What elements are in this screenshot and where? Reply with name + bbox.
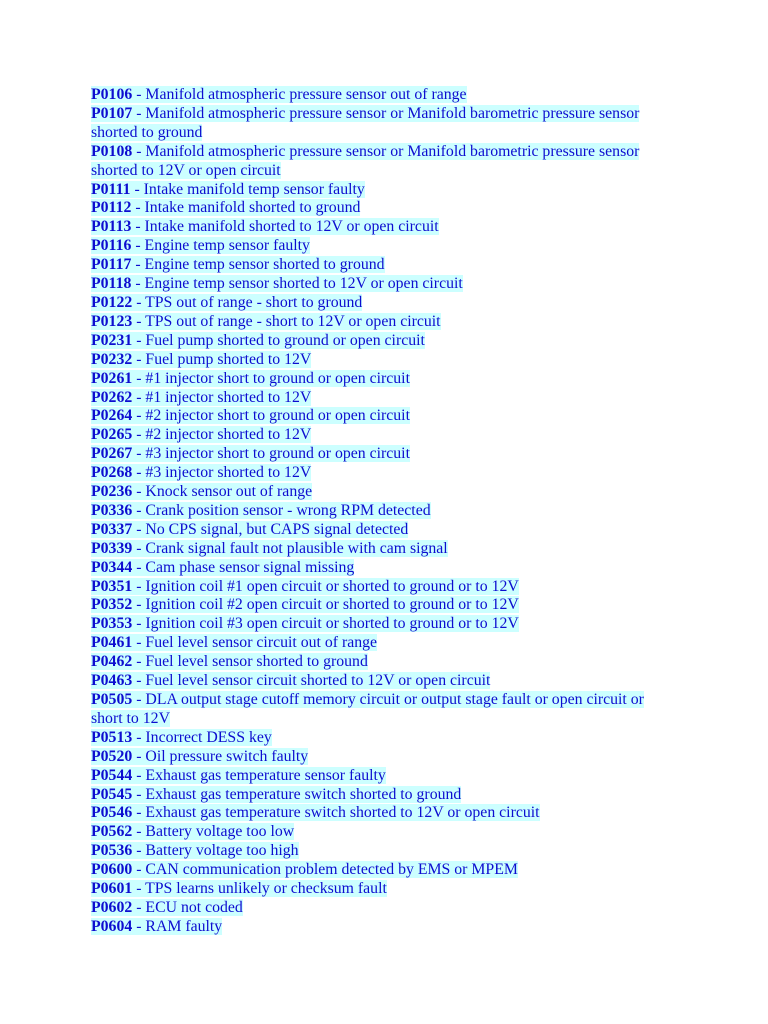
fault-code-entry [91,899,651,918]
fault-code: P0337 [91,520,133,538]
fault-code-entry [91,767,651,786]
fault-code: P0231 [91,331,133,349]
fault-code-entry [91,294,651,313]
fault-code: P0261 [91,369,133,387]
separator: - [132,558,146,576]
fault-description: Exhaust gas temperature switch shorted to ground [145,785,462,803]
entry-highlight [91,181,365,198]
entry-highlight [91,275,463,292]
entry-highlight [91,237,310,254]
fault-description: Fuel level sensor circuit shorted to 12V or open circuit [145,672,491,690]
fault-description: Battery voltage too low [145,823,295,841]
fault-code-entry [91,143,651,181]
fault-code-entry [91,748,651,767]
fault-code: P0117 [91,256,132,274]
fault-description: Cam phase sensor signal missing [145,558,355,576]
fault-code-entry [91,861,651,880]
separator: - [132,577,146,595]
fault-code-entry [91,672,651,691]
fault-description: Intake manifold shorted to 12V or open circuit [144,218,439,236]
fault-code: P0122 [91,293,133,311]
fault-description: Knock sensor out of range [145,483,313,501]
entry-highlight [91,804,540,821]
fault-description: Fuel pump shorted to 12V [145,350,312,368]
fault-code: P0604 [91,917,133,935]
fault-code-entry [91,105,651,143]
entry-highlight [91,672,490,689]
fault-description: Fuel level sensor circuit out of range [145,634,378,652]
fault-code-entry [91,445,651,464]
fault-code: P0536 [91,842,133,860]
fault-code-entry [91,559,651,578]
fault-description: #2 injector short to ground or open circuit [145,407,410,425]
entry-highlight [91,502,431,519]
fault-description: Incorrect DESS key [145,728,272,746]
entry-highlight [91,653,368,670]
entry-highlight [91,521,408,538]
fault-code: P0236 [91,483,133,501]
fault-description: CAN communication problem detected by EMS or MPEM [145,861,518,879]
entry-highlight [91,880,387,897]
fault-description: #1 injector short to ground or open circuit [145,369,410,387]
separator: - [132,880,146,898]
separator: - [131,218,145,236]
fault-description: Ignition coil #2 open circuit or shorted to ground or to 12V [145,596,519,614]
fault-code: P0262 [91,388,133,406]
fault-description: Manifold atmospheric pressure sensor out of range [145,86,467,103]
entry-highlight [91,464,311,481]
fault-code: P0562 [91,823,133,841]
separator: - [132,407,146,425]
separator: - [131,199,145,217]
fault-code: P0106 [91,86,133,103]
fault-code: P0600 [91,861,133,879]
separator: - [132,483,146,501]
separator: - [132,312,146,330]
separator: - [132,861,146,879]
fault-description: Oil pressure switch faulty [145,747,309,765]
entry-highlight [91,332,425,349]
fault-code: P0546 [91,804,133,822]
separator: - [132,331,146,349]
fault-code: P0232 [91,350,133,368]
fault-code-entry [91,426,651,445]
fault-code-entry [91,918,651,937]
entry-highlight [91,634,377,651]
fault-code-entry [91,218,651,237]
fault-code: P0352 [91,596,133,614]
separator: - [132,86,146,103]
entry-highlight [91,559,354,576]
fault-code-entry [91,256,651,275]
fault-description: Exhaust gas temperature sensor faulty [145,766,386,784]
fault-description: Exhaust gas temperature switch shorted to 12V or open circuit [145,804,540,822]
fault-code: P0461 [91,634,133,652]
fault-code: P0520 [91,747,133,765]
separator: - [132,464,146,482]
entry-highlight [91,313,441,330]
fault-code-entry [91,351,651,370]
fault-code-entry [91,332,651,351]
separator: - [132,388,146,406]
fault-description: Crank signal fault not plausible with cam signal [145,539,448,557]
separator: - [132,426,146,444]
fault-description: RAM faulty [145,917,223,935]
fault-code-entry [91,578,651,597]
separator: - [131,275,145,293]
fault-description: TPS out of range - short to 12V or open circuit [145,312,441,330]
entry-highlight [91,899,243,916]
fault-code: P0268 [91,464,133,482]
separator: - [132,445,146,463]
fault-code-entry [91,804,651,823]
fault-code: P0602 [91,898,133,916]
entry-highlight [91,294,362,311]
entry-highlight [91,842,299,859]
fault-code-entry [91,199,651,218]
fault-description: Manifold atmospheric pressure sensor or Manifold barometric pressure sensor shorted to ground [91,104,640,141]
fault-description: #3 injector shorted to 12V [145,464,312,482]
fault-code: P0353 [91,615,133,633]
separator: - [131,256,145,274]
separator: - [132,842,146,860]
entry-highlight [91,918,222,935]
separator: - [132,785,146,803]
fault-description: ECU not coded [145,898,243,916]
fault-code: P0112 [91,199,132,217]
entry-highlight [91,615,519,632]
fault-code-entry [91,823,651,842]
separator: - [132,520,146,538]
fault-description: #1 injector shorted to 12V [145,388,312,406]
fault-code-entry [91,313,651,332]
entry-highlight [91,218,439,235]
fault-description: Fuel level sensor shorted to ground [145,653,368,671]
separator: - [132,653,146,671]
fault-description: Engine temp sensor faulty [144,237,310,255]
fault-description: No CPS signal, but CAPS signal detected [145,520,409,538]
fault-code-entry [91,370,651,389]
entry-highlight [91,389,311,406]
separator: - [132,501,146,519]
fault-code: P0116 [91,237,132,255]
fault-code-entry [91,842,651,861]
fault-code-entry [91,880,651,899]
fault-code: P0264 [91,407,133,425]
fault-code-entry [91,86,651,105]
fault-description: Intake manifold temp sensor faulty [143,180,365,198]
entry-highlight [91,823,294,840]
fault-description: TPS out of range - short to ground [145,293,363,311]
fault-code-entry [91,181,651,200]
entry-highlight [91,445,410,462]
separator: - [132,823,146,841]
separator: - [132,369,146,387]
fault-code: P0545 [91,785,133,803]
entry-highlight [91,748,308,765]
fault-code: P0544 [91,766,133,784]
fault-code: P0463 [91,672,133,690]
fault-code-entry [91,634,651,653]
fault-code: P0108 [91,142,133,160]
fault-code: P0336 [91,501,133,519]
separator: - [132,615,146,633]
fault-code-entry [91,691,651,729]
fault-code-entry [91,483,651,502]
fault-code-entry [91,521,651,540]
separator: - [132,539,146,557]
fault-code-entry [91,237,651,256]
fault-description: Engine temp sensor shorted to ground [144,256,385,274]
fault-code-entry [91,596,651,615]
entry-highlight [91,578,519,595]
entry-highlight [91,861,518,878]
fault-code: P0351 [91,577,133,595]
entry-highlight [91,199,360,216]
fault-code: P0111 [91,180,131,198]
separator: - [132,728,146,746]
fault-code: P0118 [91,275,132,293]
fault-description: #2 injector shorted to 12V [145,426,312,444]
entry-highlight [91,596,519,613]
separator: - [132,596,146,614]
fault-code: P0267 [91,445,133,463]
separator: - [132,293,146,311]
entry-highlight [91,729,272,746]
fault-code-entry [91,729,651,748]
fault-code: P0601 [91,880,133,898]
entry-highlight [91,86,467,103]
separator: - [132,747,146,765]
fault-description: Intake manifold shorted to ground [144,199,361,217]
entry-highlight [91,483,312,500]
separator: - [132,142,146,160]
fault-description: Manifold atmospheric pressure sensor or Manifold barometric pressure sensor shorted to 12V or open circuit [91,142,640,179]
separator: - [132,634,146,652]
fault-description: Ignition coil #3 open circuit or shorted to ground or to 12V [145,615,519,633]
fault-code-entry [91,786,651,805]
separator: - [131,237,145,255]
entry-highlight [91,691,644,727]
fault-code: P0339 [91,539,133,557]
fault-description: TPS learns unlikely or checksum fault [145,880,387,898]
separator: - [132,898,146,916]
separator: - [132,917,146,935]
fault-description: Engine temp sensor shorted to 12V or open circuit [144,275,463,293]
fault-code: P0123 [91,312,133,330]
fault-code-entry [91,389,651,408]
fault-code: P0113 [91,218,132,236]
separator: - [132,766,146,784]
fault-code: P0265 [91,426,133,444]
fault-description: #3 injector short to ground or open circuit [145,445,410,463]
separator: - [132,691,146,708]
fault-code-entry [91,407,651,426]
fault-code: P0107 [91,104,133,122]
entry-highlight [91,256,385,273]
fault-code: P0505 [91,691,133,708]
entry-highlight [91,370,410,387]
entry-highlight [91,105,639,141]
entry-highlight [91,786,461,803]
separator: - [132,104,146,122]
entry-highlight [91,143,639,179]
fault-description: DLA output stage cutoff memory circuit or output stage fault or open circuit or short to 12V [91,691,644,727]
fault-description: Battery voltage too high [145,842,299,860]
fault-code: P0513 [91,728,133,746]
fault-description: Crank position sensor - wrong RPM detected [145,501,431,519]
entry-highlight [91,426,311,443]
fault-code-entry [91,653,651,672]
fault-code: P0344 [91,558,133,576]
fault-code-entry [91,464,651,483]
entry-highlight [91,351,311,368]
fault-description: Fuel pump shorted to ground or open circuit [145,331,425,349]
separator: - [132,350,146,368]
separator: - [130,180,144,198]
entry-highlight [91,540,448,557]
fault-code: P0462 [91,653,133,671]
fault-code-list [91,86,651,937]
fault-code-entry [91,615,651,634]
separator: - [132,804,146,822]
separator: - [132,672,146,690]
entry-highlight [91,767,386,784]
fault-code-entry [91,540,651,559]
fault-description: Ignition coil #1 open circuit or shorted to ground or to 12V [145,577,519,595]
entry-highlight [91,407,410,424]
fault-code-entry [91,502,651,521]
fault-code-entry [91,275,651,294]
